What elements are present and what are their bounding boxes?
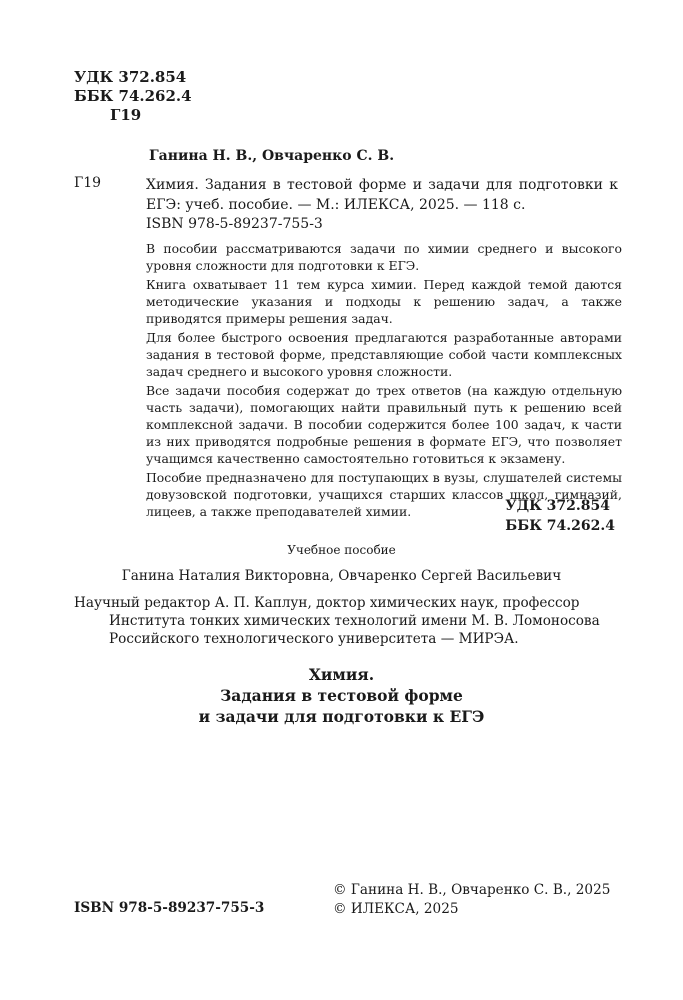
abstract-paragraph: В пособии рассматриваются задачи по химии среднего и высокого уровня сложности для подготовки к ЕГЭ. (146, 241, 622, 273)
book-title-line: Химия. (308, 665, 375, 684)
bibliographic-entry: Химия. Задания в тестовой форме и задачи для подготовки к ЕГЭ: учеб. пособие. — М.: ИЛЕКСА, 2025. — 118 с. (146, 177, 618, 213)
authors-heading: Ганина Н. В., Овчаренко С. В. (149, 148, 395, 164)
copyright-authors: © Ганина Н. В., Овчаренко С. В., 2025 (333, 882, 611, 898)
scientific-editor (74, 594, 624, 648)
author-mark-left: Г19 (74, 175, 102, 191)
author-mark: Г19 (110, 106, 142, 124)
copyright-block (333, 881, 610, 919)
book-title-line: Задания в тестовой форме (220, 686, 463, 705)
abstract-paragraph: Все задачи пособия содержат до трех ответов (на каждую отдельную часть задачи), помогающих найти правильный путь к решению всей комплексной задачи. В пособии содержится более 100 задач, к части из них приводятся подробные решения в формате ЕГЭ, что позволяет учащимся качественно самостоятельно готовиться к экзамену. (146, 383, 622, 466)
udk-code: УДК 372.854 (74, 68, 187, 86)
abstract-paragraph: Для более быстрого освоения предлагаются разработанные авторами задания в тестовой форме, представляющие собой части комплексных задач среднего и высокого уровня сложности. (146, 330, 622, 379)
abstract (146, 240, 622, 520)
udk-block-top (74, 68, 192, 125)
udk-code-right: УДК 372.854 (505, 498, 611, 514)
copyright-publisher: © ИЛЕКСА, 2025 (333, 901, 459, 917)
authors-full-names: Ганина Наталия Викторовна, Овчаренко Сергей Васильевич (121, 568, 562, 584)
editor-first-line: Научный редактор А. П. Каплун, доктор химических наук, профессор (74, 595, 580, 611)
book-title (0, 664, 683, 727)
bbk-code-right: ББК 74.262.4 (505, 518, 615, 534)
abstract-paragraph: Книга охватывает 11 тем курса химии. Перед каждой темой даются методические указания и подходы к решению задач, а также приводятся примеры решения задач. (146, 277, 622, 326)
isbn-bottom: ISBN 978-5-89237-755-3 (74, 900, 265, 916)
editor-affiliation: Института тонких химических технологий имени М. В. Ломоносова Российского технологического университета — МИРЭА. (109, 613, 600, 647)
book-title-line: и задачи для подготовки к ЕГЭ (198, 707, 485, 726)
bbk-code: ББК 74.262.4 (74, 87, 192, 105)
abstract-paragraph: Пособие предназначено для поступающих в вузы, слушателей системы довузовской подготовки, учащихся старших классов школ, гимназий, лицеев, а также преподавателей химии. (146, 470, 622, 519)
isbn-line: ISBN 978-5-89237-755-3 (146, 216, 323, 232)
udk-block-right (505, 496, 615, 536)
publication-type: Учебное пособие (287, 543, 396, 557)
